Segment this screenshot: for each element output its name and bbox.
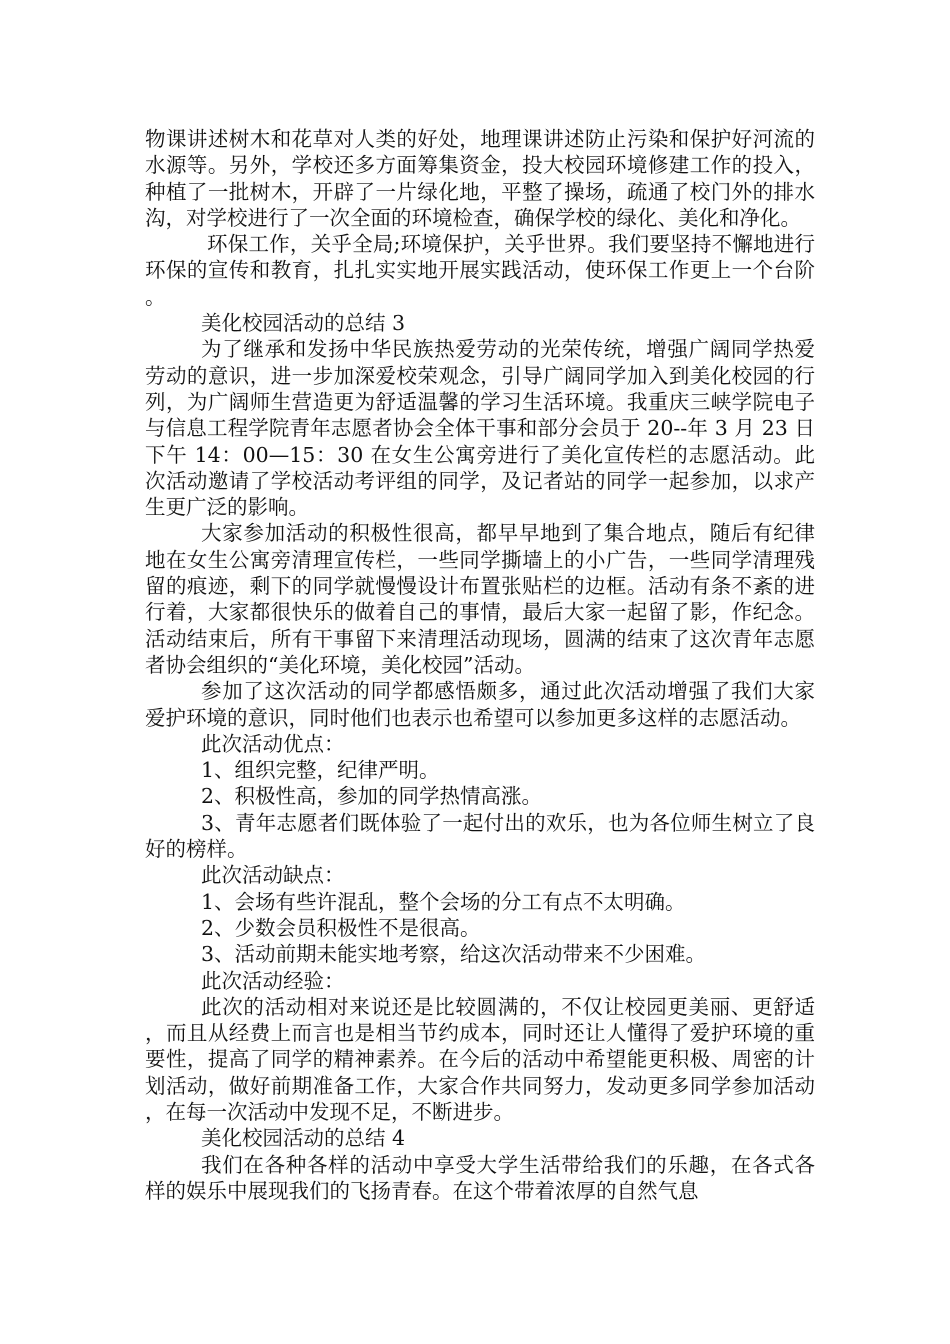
paragraph-activity-feedback: 参加了这次活动的同学都感悟颇多，通过此次活动增强了我们大家爱护环境的意识，同时他们也表示也希望可以参加更多这样的志愿活动。 [145, 679, 815, 730]
paragraph-activity-intro: 为了继承和发扬中华民族热爱劳动的光荣传统，增强广阔同学热爱劳动的意识，进一步加深爱校荣观念，引导广阔同学加入到美化校园的行列，为广阔师生营造更为舒适温馨的学习生活环境。我重庆三峡学院电子与信息工程学院青年志愿者协会全体干事和部分会员于 20--年 3 月 23 日下午 14：00—15：30 在女生公寓旁进行了美化宣传栏的志愿活动。此次活动邀请了学校活动考评组的同学，及记者站的同学一起参加，以求产生更广泛的影响。 [145, 337, 815, 520]
section-heading-summary-3: 美化校园活动的总结 3 [201, 311, 406, 336]
advantage-item-3: 3、青年志愿者们既体验了一起付出的欢乐，也为各位师生树立了良好的榜样。 [145, 810, 815, 862]
disadvantage-item-1: 1、会场有些许混乱，整个会场的分工有点不太明确。 [201, 889, 686, 914]
disadvantage-item-2: 2、少数会员积极性不是很高。 [201, 915, 481, 940]
advantage-item-1: 1、组织完整，纪律严明。 [201, 758, 440, 783]
section-heading-summary-4: 美化校园活动的总结 4 [201, 1126, 406, 1151]
paragraph-activity-process: 大家参加活动的积极性很高，都早早地到了集合地点，随后有纪律地在女生公寓旁清理宣传栏，一些同学撕墙上的小广告，一些同学清理残留的痕迹，剩下的同学就慢慢设计布置张贴栏的边框。活动有条不紊的进行着，大家都很快乐的做着自己的事情，最后大家一起留了影，作纪念。活动结束后，所有干事留下来清理活动现场，圆满的结束了这次青年志愿者协会组织的“美化环境，美化校园”活动。 [145, 521, 815, 677]
subheading-disadvantages: 此次活动缺点： [201, 863, 345, 888]
subheading-experience: 此次活动经验： [201, 968, 345, 993]
advantage-item-2: 2、积极性高，参加的同学热情高涨。 [201, 784, 543, 809]
subheading-advantages: 此次活动优点： [201, 731, 345, 756]
paragraph-experience: 此次的活动相对来说还是比较圆满的，不仅让校园更美丽、更舒适，而且从经费上而言也是相当节约成本，同时还让人懂得了爱护环境的重要性，提高了同学的精神素养。在今后的活动中希望能更积极、周密的计划活动，做好前期准备工作，大家合作共同努力，发动更多同学参加活动，在每一次活动中发现不足，不断进步。 [145, 994, 815, 1124]
paragraph-environment-conclusion: 环保工作，关乎全局;环境保护，关乎世界。我们要坚持不懈地进行环保的宣传和教育，扎扎实实地开展实践活动，使环保工作更上一个台阶。 [145, 232, 815, 309]
document-page [145, 126, 815, 1204]
disadvantage-item-3: 3、活动前期未能实地考察，给这次活动带来不少困难。 [201, 942, 707, 967]
paragraph-environment-education: 物课讲述树木和花草对人类的好处，地理课讲述防止污染和保护好河流的水源等。另外，学校还多方面筹集资金，投大校园环境修建工作的投入，种植了一批树木，开辟了一片绿化地，平整了操场，疏通了校门外的排水沟，对学校进行了一次全面的环境检查，确保学校的绿化、美化和净化。 [145, 127, 815, 230]
paragraph-summary-4-intro: 我们在各种各样的活动中享受大学生活带给我们的乐趣，在各式各样的娱乐中展现我们的飞扬青春。在这个带着浓厚的自然气息 [145, 1152, 815, 1203]
